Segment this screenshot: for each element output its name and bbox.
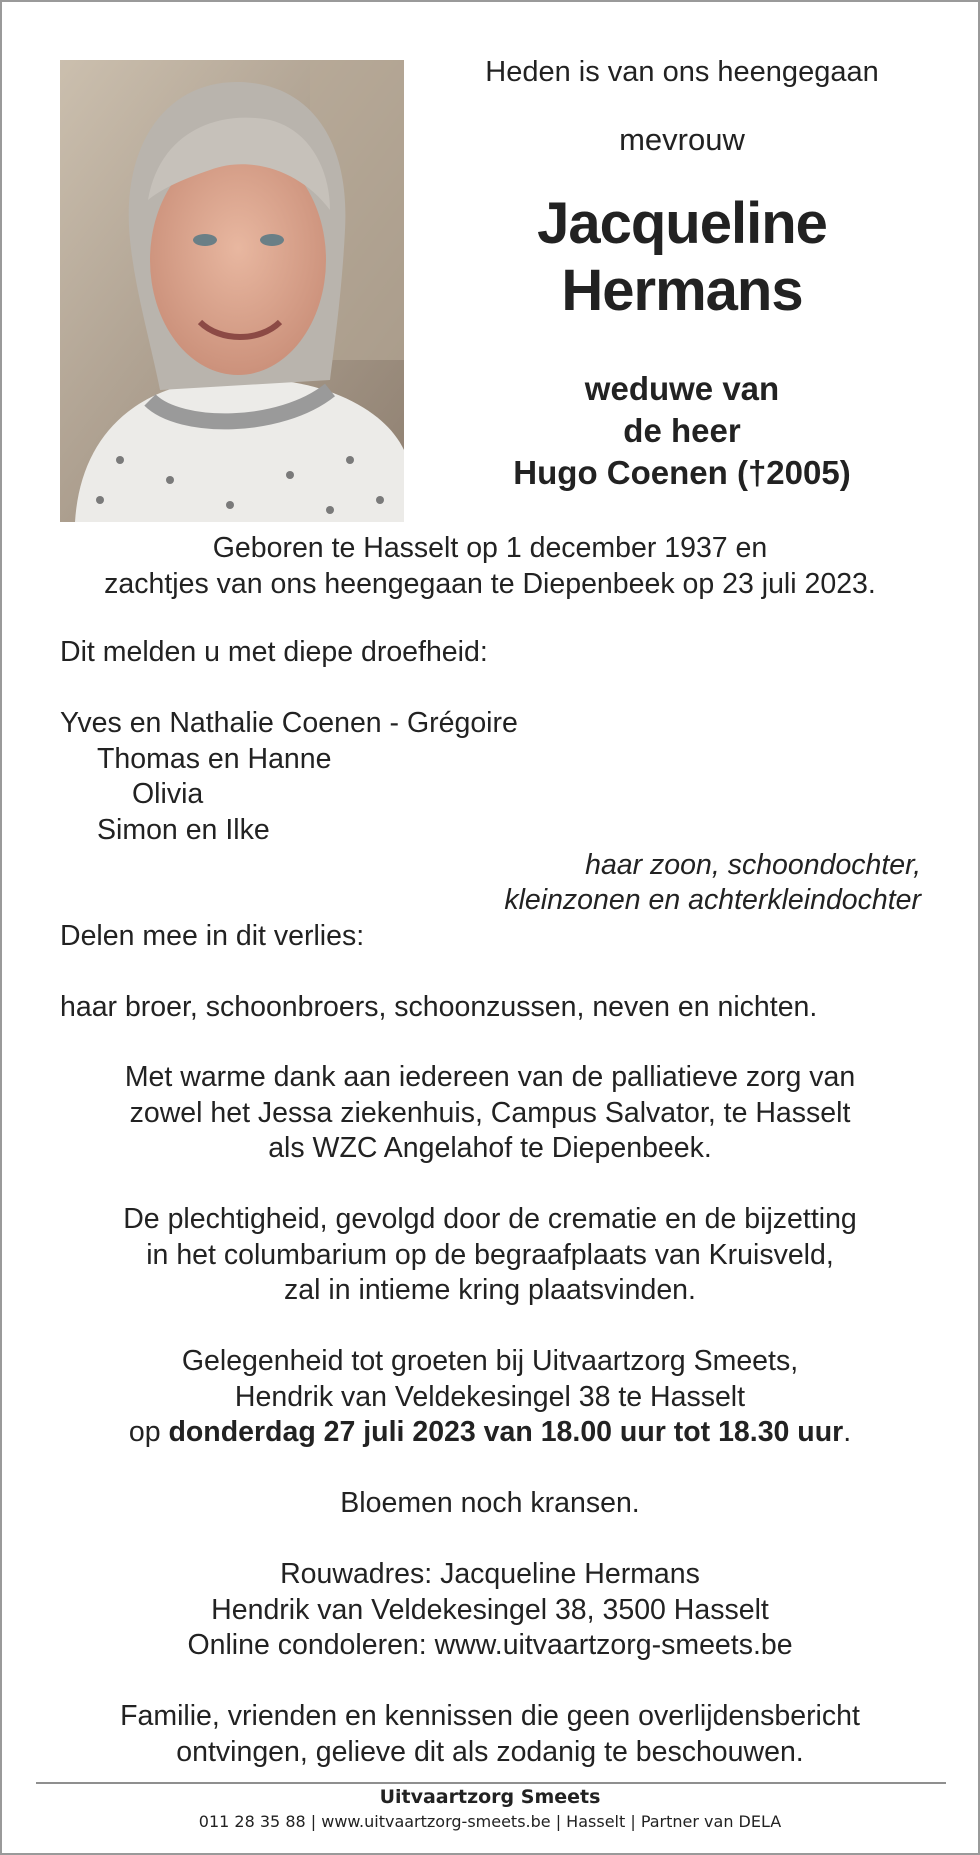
thanks-line: zowel het Jessa ziekenhuis, Campus Salvator, te Hasselt xyxy=(129,1096,851,1129)
birth-line: Geboren te Hasselt op 1 december 1937 en xyxy=(212,532,768,564)
announce-text: Dit melden u met diepe droefheid: xyxy=(60,636,488,668)
share-text: haar broer, schoonbroers, schoonzussen, neven en nichten. xyxy=(60,991,818,1023)
ceremony-line: De plechtigheid, gevolgd door de crematie en de bijzetting xyxy=(123,1203,857,1235)
intro-text: Heden is van ons heengegaan xyxy=(485,56,879,88)
last-name: Hermans xyxy=(561,258,803,323)
footer-divider xyxy=(36,1782,946,1784)
address-paragraph xyxy=(2,1557,978,1664)
funeral-home-info: 011 28 35 88 | www.uitvaartzorg-smeets.be | Hasselt | Partner van DELA xyxy=(198,1812,782,1831)
visit-suffix: . xyxy=(843,1416,852,1448)
address-line: Rouwadres: Jacqueline Hermans xyxy=(280,1558,700,1590)
notice-paragraph xyxy=(2,1699,978,1770)
visit-paragraph xyxy=(2,1344,978,1451)
address-line: Online condoleren: www.uitvaartzorg-smeets.be xyxy=(187,1629,793,1661)
visit-time-line xyxy=(2,1415,978,1451)
death-line: zachtjes van ons heengegaan te Diepenbeek op 23 juli 2023. xyxy=(104,568,876,600)
share-heading: Delen mee in dit verlies: xyxy=(60,920,365,952)
visit-line: Gelegenheid tot groeten bij Uitvaartzorg Smeets, xyxy=(181,1345,799,1377)
family-relation: kleinzonen en achterkleindochter xyxy=(504,884,921,916)
ceremony-line: zal in intieme kring plaatsvinden. xyxy=(284,1274,696,1306)
family-member: Olivia xyxy=(132,778,204,810)
address-line: Hendrik van Veldekesingel 38, 3500 Hasselt xyxy=(211,1593,769,1626)
thanks-line: Met warme dank aan iedereen van de palliatieve zorg van xyxy=(124,1061,856,1093)
widow-line: Hugo Coenen (†2005) xyxy=(513,454,851,491)
family-member: Simon en Ilke xyxy=(97,814,270,846)
first-name: Jacqueline xyxy=(537,191,827,256)
thanks-line: als WZC Angelahof te Diepenbeek. xyxy=(268,1132,712,1164)
family-member: Yves en Nathalie Coenen - Grégoire xyxy=(60,707,518,739)
flowers-text: Bloemen noch kransen. xyxy=(340,1487,640,1519)
widow-of xyxy=(447,368,917,494)
widow-line: de heer xyxy=(623,412,741,449)
portrait-photo xyxy=(60,60,404,522)
widow-line: weduwe van xyxy=(584,370,780,407)
visit-line: Hendrik van Veldekesingel 38 te Hasselt xyxy=(234,1380,746,1413)
ceremony-line: in het columbarium op de begraafplaats van Kruisveld, xyxy=(146,1238,834,1271)
visit-prefix: op xyxy=(128,1416,161,1448)
family-member: Thomas en Hanne xyxy=(97,743,332,775)
thanks-paragraph xyxy=(2,1060,978,1167)
notice-line: Familie, vrienden en kennissen die geen overlijdensbericht xyxy=(120,1700,860,1732)
visit-when: donderdag 27 juli 2023 van 18.00 uur tot 18.30 uur xyxy=(168,1416,844,1448)
ceremony-paragraph xyxy=(2,1202,978,1309)
honorific: mevrouw xyxy=(619,122,745,157)
notice-line: ontvingen, gelieve dit als zodanig te beschouwen. xyxy=(176,1735,804,1768)
family-relation: haar zoon, schoondochter, xyxy=(585,849,921,881)
funeral-home-name: Uitvaartzorg Smeets xyxy=(379,1786,601,1808)
deceased-name xyxy=(447,190,917,324)
